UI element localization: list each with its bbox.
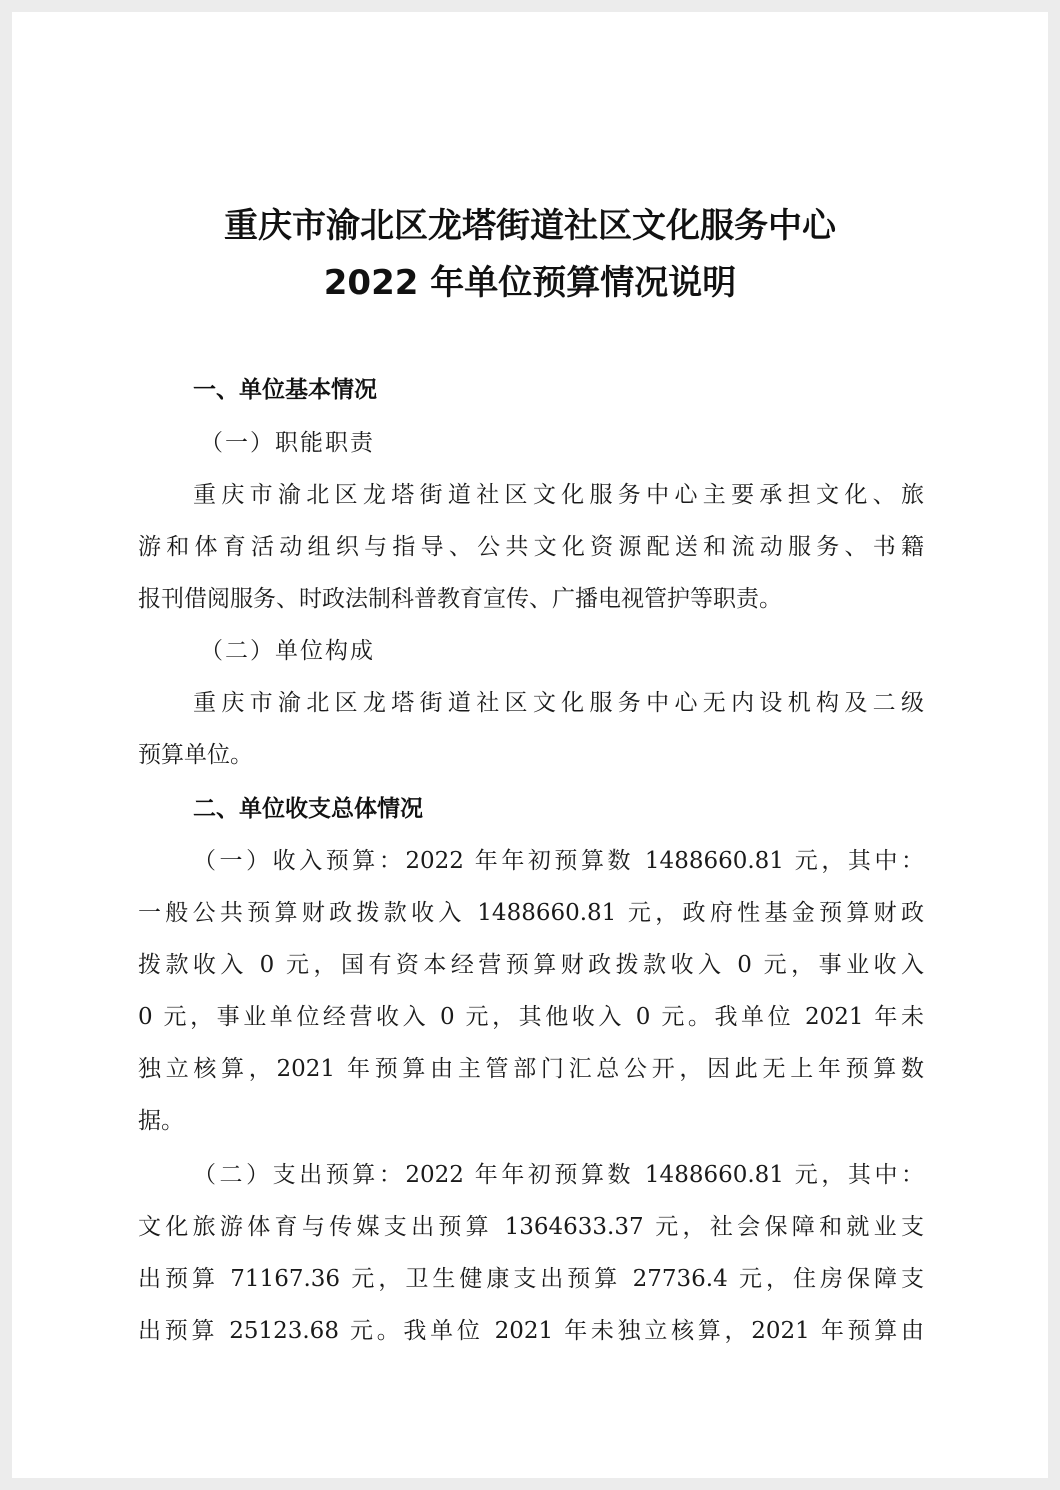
paragraph-line: 文化旅游体育与传媒支出预算 1364633.37 元，社会保障和就业支 xyxy=(138,1214,924,1240)
paragraph-line: （一）收入预算：2022 年年初预算数 1488660.81 元，其中： xyxy=(193,848,924,874)
paragraph-line: 出预算 25123.68 元。我单位 2021 年未独立核算，2021 年预算由 xyxy=(138,1318,924,1344)
document-title-line2: 2022 年单位预算情况说明 xyxy=(323,263,737,303)
paragraph-line: 预算单位。 xyxy=(138,742,253,768)
section-heading-revenue-expenditure: 二、单位收支总体情况 xyxy=(193,796,423,822)
paragraph-line: 报刊借阅服务、时政法制科普教育宣传、广播电视管护等职责。 xyxy=(138,586,782,612)
paragraph-line: （二）支出预算：2022 年年初预算数 1488660.81 元，其中： xyxy=(193,1162,924,1188)
paragraph-line: 重庆市渝北区龙塔街道社区文化服务中心无内设机构及二级 xyxy=(193,690,924,716)
paragraph-line: 一般公共预算财政拨款收入 1488660.81 元，政府性基金预算财政 xyxy=(138,900,924,926)
paragraph-line: 拨款收入 0 元，国有资本经营预算财政拨款收入 0 元，事业收入 xyxy=(138,952,924,978)
paragraph-line: 0 元，事业单位经营收入 0 元，其他收入 0 元。我单位 2021 年未 xyxy=(138,1004,924,1030)
section-heading-basic-info: 一、单位基本情况 xyxy=(193,377,377,403)
document-page xyxy=(12,12,1048,1478)
paragraph-line: 独立核算，2021 年预算由主管部门汇总公开，因此无上年预算数 xyxy=(138,1056,924,1082)
subheading-composition: （二）单位构成 xyxy=(200,638,375,664)
paragraph-line: 出预算 71167.36 元，卫生健康支出预算 27736.4 元，住房保障支 xyxy=(138,1266,924,1292)
paragraph-line: 游和体育活动组织与指导、公共文化资源配送和流动服务、书籍 xyxy=(138,534,924,560)
paragraph-line: 据。 xyxy=(138,1108,184,1134)
subheading-duties: （一）职能职责 xyxy=(200,430,375,456)
paragraph-line: 重庆市渝北区龙塔街道社区文化服务中心主要承担文化、旅 xyxy=(193,482,924,508)
document-title-line1: 重庆市渝北区龙塔街道社区文化服务中心 xyxy=(224,206,836,246)
